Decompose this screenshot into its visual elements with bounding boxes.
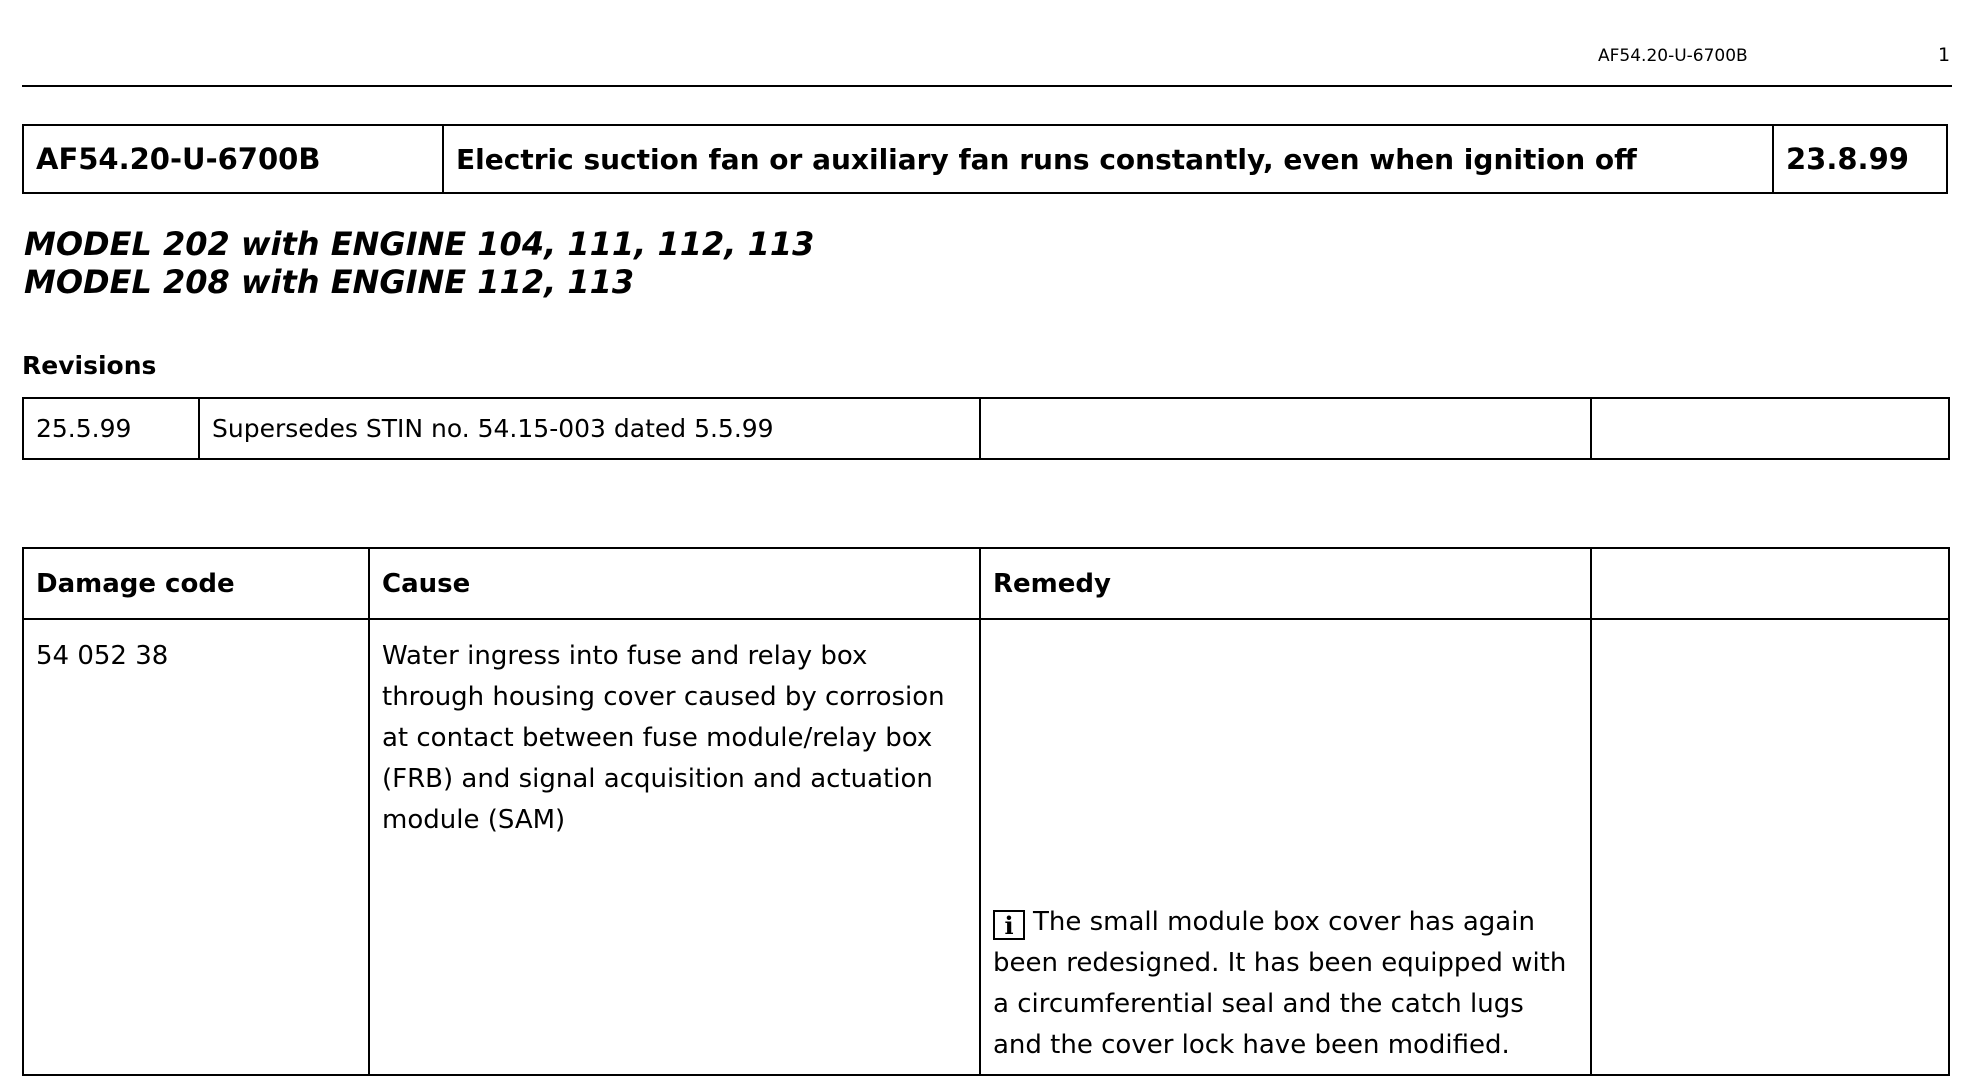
- header-divider: [22, 85, 1952, 87]
- revision-date: 25.5.99: [23, 398, 199, 459]
- title-date: 23.8.99: [1773, 125, 1947, 193]
- damage-table: [22, 547, 1950, 1076]
- model-list: [24, 225, 814, 301]
- table-row: [23, 619, 1949, 1075]
- col-header-remedy: Remedy: [980, 548, 1591, 619]
- model-line: MODEL 208 with ENGINE 112, 113: [24, 263, 635, 301]
- document-title: Electric suction fan or auxiliary fan runs constantly, even when ignition off: [443, 125, 1773, 193]
- revision-row: [23, 398, 1949, 459]
- remedy-cell: [980, 619, 1591, 1075]
- cause-cell: Water ingress into fuse and relay box through housing cover caused by corrosion at contact between fuse module/relay box (FRB) and signal acquisition and actuation module (SAM): [369, 619, 980, 1075]
- col-header-damage-code: Damage code: [23, 548, 369, 619]
- revision-col3: [980, 398, 1591, 459]
- revision-col4: [1591, 398, 1949, 459]
- title-row: [23, 125, 1947, 193]
- revisions-heading: Revisions: [22, 351, 157, 380]
- col-header-cause: Cause: [369, 548, 980, 619]
- info-icon: i: [993, 910, 1025, 940]
- col-header-extra: [1591, 548, 1949, 619]
- title-doc-id: AF54.20-U-6700B: [23, 125, 443, 193]
- extra-cell: [1591, 619, 1949, 1075]
- title-table: [22, 124, 1948, 194]
- model-line: MODEL 202 with ENGINE 104, 111, 112, 113: [24, 225, 815, 263]
- remedy-text: The small module box cover has again been redesigned. It has been equipped with a circumferential seal and the catch lugs and the cover lock have been modified.: [993, 907, 1567, 1060]
- damage-table-header: [23, 548, 1949, 619]
- damage-code-cell: 54 052 38: [23, 619, 369, 1075]
- header-doc-id: AF54.20-U-6700B: [1598, 46, 1748, 66]
- revisions-table: [22, 397, 1950, 460]
- header-page-number: 1: [1938, 44, 1951, 66]
- revision-text: Supersedes STIN no. 54.15-003 dated 5.5.99: [199, 398, 980, 459]
